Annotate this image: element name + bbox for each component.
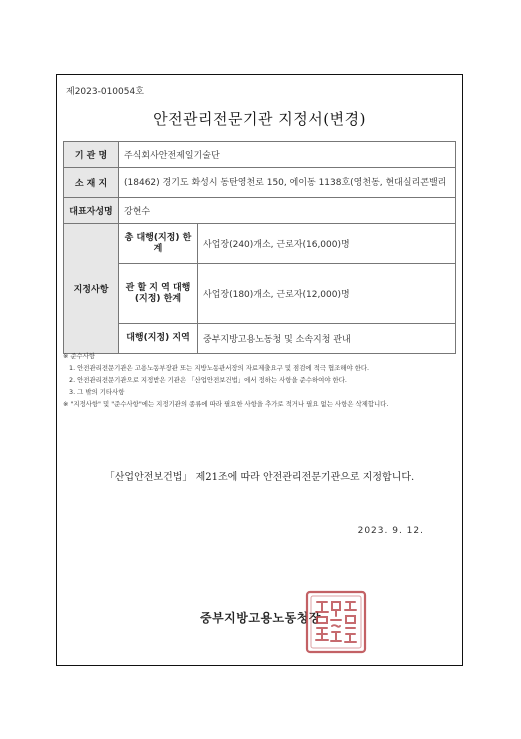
official-seal-icon [305,590,367,654]
address-label: 소 재 지 [64,168,119,198]
agency-label: 기 관 명 [64,142,119,168]
notes-heading: ※ 준수사항 [63,352,96,360]
notes-item-3: 3. 그 밖의 기타사항 [69,388,125,396]
notes-item-1: 1. 안전관리전문기관은 고용노동부장관 또는 지방노동관서장의 자료제출요구 및 점검에 적극 협조해야 한다. [69,364,370,372]
designation-table [63,141,456,354]
regional-limit-label: 관 할 지 역 대행(지정) 한계 [119,264,198,324]
total-limit-value: 사업장(240)개소, 근로자(16,000)명 [198,224,456,264]
regional-limit-value: 사업장(180)개소, 근로자(12,000)명 [198,264,456,324]
notes-item-2: 2. 안전관리전문기관으로 지정받은 기관은 「산업안전보건법」에서 정하는 사항을 준수하여야 한다. [69,376,347,384]
document-title: 안전관리전문기관 지정서(변경) [153,110,366,128]
designation-label: 지정사항 [64,224,119,354]
issuer-name: 중부지방고용노동청장 [200,611,321,625]
issue-date: 2023. 9. 12. [357,526,424,536]
address-value: (18462) 경기도 화성시 동탄영천로 150, 에이동 1138호(영천동, 현대실리콘밸리 [119,168,456,198]
agency-value: 주식회사안전제일기술단 [119,142,456,168]
representative-label: 대표자성명 [64,198,119,224]
document-number: 제2023-010054호 [66,87,144,97]
notes-footnote: ※ "지정사항" 및 "준수사항"에는 지정기관의 종류에 따라 필요한 사항을 추가로 적거나 필요 없는 사항은 삭제합니다. [63,400,389,408]
total-limit-label: 총 대행(지정) 한 계 [119,224,198,264]
area-value: 중부지방고용노동청 및 소속지청 관내 [198,324,456,354]
compliance-notes [63,350,456,409]
representative-value: 강현수 [119,198,456,224]
designation-statement: 「산업안전보건법」 제21조에 따라 안전관리전문기관으로 지정합니다. [104,472,415,483]
area-label: 대행(지정) 지역 [119,324,198,354]
